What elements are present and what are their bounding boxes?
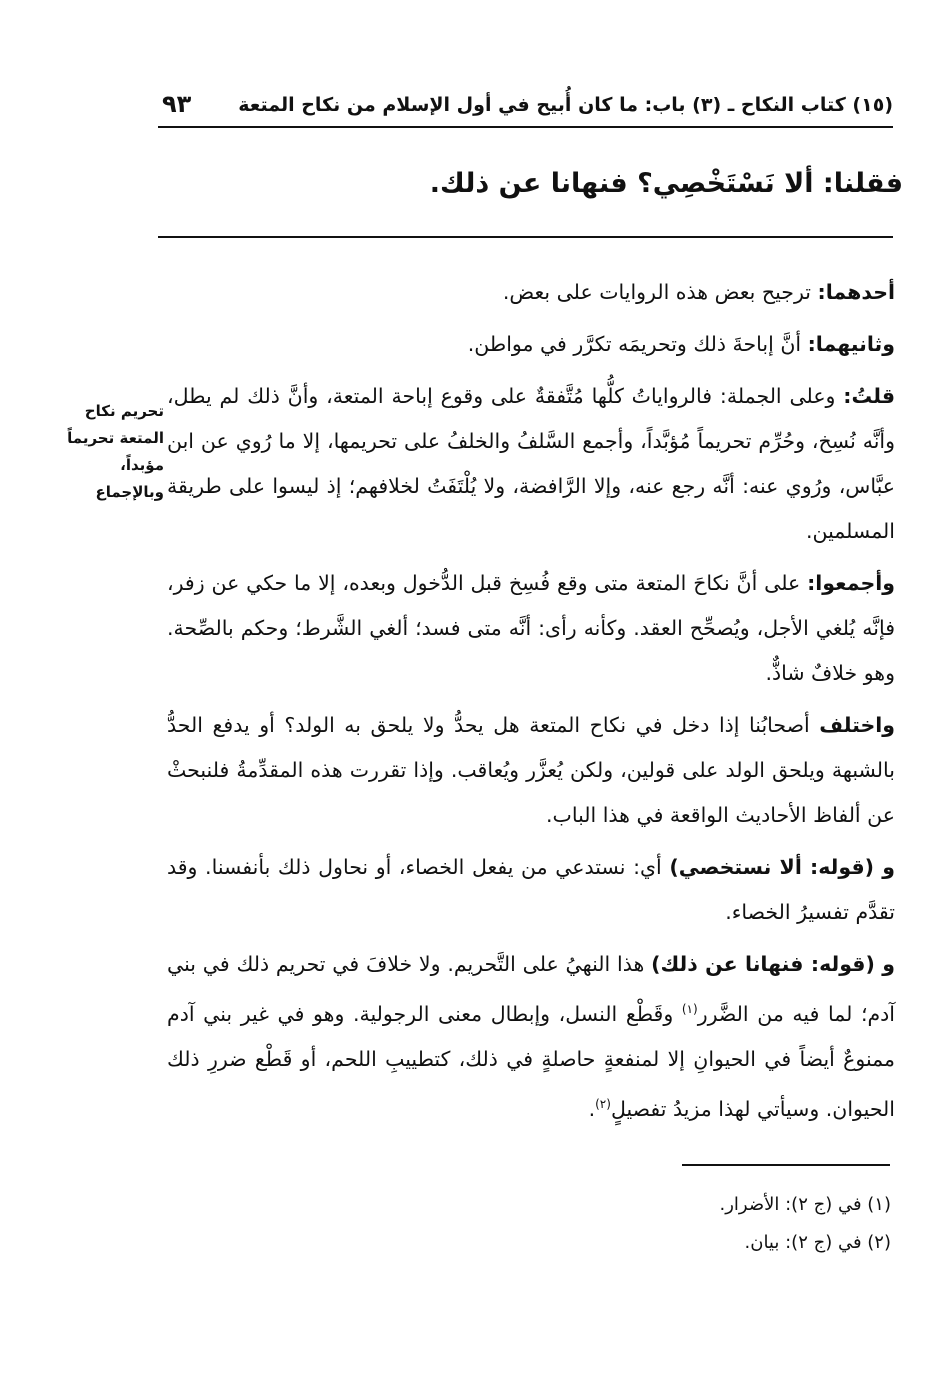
paragraph-text: وقَطْع النسل، وإبطال معنى الرجولية. وهو في غير بني آدم ممنوعٌ أيضاً في الحيوانِ إلا لمنفعةٍ حاصلةٍ في ذلك، كتطييبِ اللحم، أو قَطْع ضررِ ذلك الحيوان. وسيأتي لهذا مزيدُ تفصيلٍ bbox=[167, 1001, 895, 1121]
paragraph-lead: واختلف bbox=[819, 713, 895, 737]
paragraph-3 bbox=[167, 374, 895, 554]
footnote-ref-1[interactable]: (١) bbox=[681, 1002, 698, 1016]
footnote-2: (٢) في (ج ٢): بيان. bbox=[744, 1232, 891, 1253]
paragraph-text: أي: نستدعي من يفعل الخصاء، أو نحاول ذلك بأنفسنا. وقد تقدَّم تفسيرُ الخصاء. bbox=[167, 855, 895, 924]
paragraph-text: . bbox=[588, 1096, 596, 1121]
page-number: ٩٣ bbox=[162, 90, 192, 118]
paragraph-2 bbox=[167, 322, 895, 367]
hadith-text: فقلنا: ألا نَسْتَخْصِي؟ فنهانا عن ذلك. bbox=[429, 168, 903, 199]
paragraph-text: على أنَّ نكاحَ المتعة متى وقع فُسِخ قبل الدُّخول وبعده، إلا ما حكي عن زفر، فإنَّه يُلغي الأجل، ويُصحِّح العقد. وكأنه رأى: أنَّه متى فسد؛ ألغي الشَّرط؛ وحكم بالصِّحة. وهو خلافٌ شاذٌّ. bbox=[167, 571, 895, 685]
paragraph-text: ترجيح بعض هذه الروايات على بعض. bbox=[502, 280, 818, 304]
footnote-divider bbox=[682, 1164, 890, 1166]
section-divider bbox=[158, 236, 893, 238]
running-title: (١٥) كتاب النكاح ـ (٣) باب: ما كان أُبيح في أول الإسلام من نكاح المتعة bbox=[238, 94, 893, 116]
footnote-1: (١) في (ج ٢): الأضرار. bbox=[719, 1194, 891, 1215]
paragraph-lead: وأجمعوا: bbox=[807, 571, 895, 595]
paragraph-text: أنَّ إباحةَ ذلك وتحريمَه تكرَّر في مواطن. bbox=[467, 332, 808, 356]
paragraph-lead: وثانيهما: bbox=[807, 332, 895, 356]
paragraph-text: هذا النهيُ على التَّحريم. ولا خلافَ في تحريم ذلك في بني آدم؛ لما فيه من الضَّرر bbox=[167, 952, 896, 1026]
paragraph-lead: و (قوله: ألا نستخصي) bbox=[669, 855, 895, 879]
paragraph-text: أصحابُنا إذا دخل في نكاح المتعة هل يحدُّ ولا يلحق به الولد؟ أو يدفع الحدُّ بالشبهة ويلحق الولد على قولين، ولكن يُعزَّر ويُعاقب. وإذا تقررت هذه المقدِّمةُ فلنبحثْ عن ألفاظ الأحاديث الواقعة في هذا الباب. bbox=[167, 713, 895, 827]
paragraph-4 bbox=[167, 561, 895, 696]
footnotes bbox=[491, 1186, 891, 1262]
paragraph-lead: قلتُ: bbox=[843, 384, 895, 408]
commentary-body bbox=[167, 270, 895, 1139]
footnote-ref-2[interactable]: (٢) bbox=[595, 1096, 611, 1111]
paragraph-lead: أحدهما: bbox=[817, 280, 895, 304]
paragraph-text: وعلى الجملة: فالرواياتُ كلُّها مُتَّفقةٌ على وقوع إباحة المتعة، وأنَّ ذلك لم يطل، وأنَّه نُسِخ، وحُرِّم تحريماً مُؤبَّداً، وأجمع السَّلفُ والخلفُ على تحريمها، إلا ما رُوي عن ابن عبَّاس، ورُوي عنه: أنَّه رجع عنه، وإلا الرَّافضة، ولا يُلْتَفَتُ لخلافهم؛ إذ ليسوا على طريقة المسلمين. bbox=[167, 384, 895, 543]
paragraph-5 bbox=[167, 703, 895, 838]
paragraph-1 bbox=[167, 270, 895, 315]
paragraph-7 bbox=[167, 942, 895, 1132]
margin-note: تحريم نكاح المتعة تحريماً مؤبداً، وبالإجماع bbox=[67, 402, 164, 501]
paragraph-6 bbox=[167, 845, 895, 935]
paragraph-lead: و (قوله: فنهانا عن ذلك) bbox=[651, 952, 896, 976]
running-header bbox=[158, 92, 893, 128]
